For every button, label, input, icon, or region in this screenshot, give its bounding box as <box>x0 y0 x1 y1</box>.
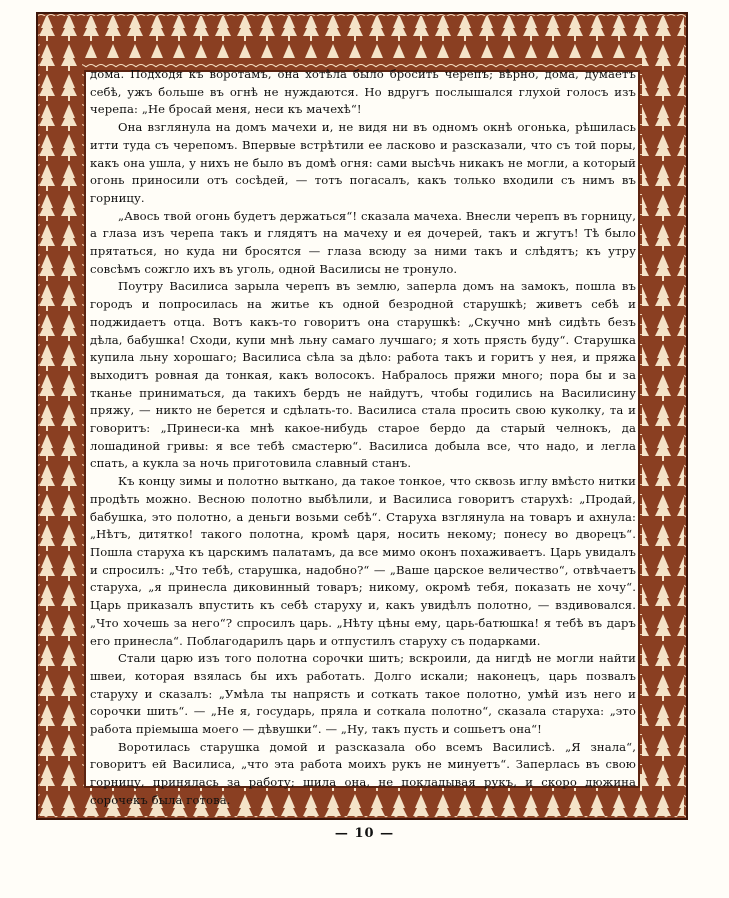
paragraph: „Авось твой огонь будетъ держаться“! сказала мачеха. Внесли черепъ въ горницу, а глаза изъ черепа такъ и глядятъ на мачеху и ея дочерей, такъ и жгутъ! Тѣ было прятаться, но куда ни бросятся — глаза всюду за ними такъ и слѣдятъ; къ утру совсѣмъ сожгло ихъ въ уголь, одной Василисы не тронуло. <box>90 208 636 276</box>
paragraph: дома. Подходя къ воротамъ, она хотѣла было бросить черепъ; вѣрно, дома, думаетъ себѣ, ужъ больше въ огнѣ не нуждаются. Но вдругъ послышался глухой голосъ изъ черепа: „Не бросай меня, неси къ мачехѣ“! <box>90 67 636 117</box>
paragraph: Поутру Василиса зарыла черепъ въ землю, заперла домъ на замокъ, пошла въ городъ и попросилась на житье къ одной безродной старушкѣ; живетъ себѣ и поджидаетъ отца. Вотъ какъ-то говоритъ она старушкѣ: „Скучно мнѣ сидѣть безъ дѣла, бабушка! Сходи, купи мнѣ льну самаго лучшаго; я хоть прясть буду“. Старушка купила льну хорошаго; Василиса сѣла за дѣло: работа такъ и горитъ у нея, и пряжа выходитъ ровная да тонкая, какъ волосокъ. Набралось пряжи много; пора бы и за тканье приниматься, да такихъ бердъ не найдутъ, чтобы годились на Василисину пряжу, — никто не берется и сдѣлать-то. Василиса стала просить свою куколку, та и говоритъ: „Принеси-ка мнѣ какое-нибудь старое бердо да старый челнокъ, да лошадиной гривы: я все тебѣ смастерю“. Василиса добыла все, что надо, и легла спать, а кукла за ночь приготовила славный станъ. <box>90 279 636 471</box>
paragraph: Стали царю изъ того полотна сорочки шить; вскроили, да нигдѣ не могли найти швеи, которая взялась бы ихъ работать. Долго искали; наконецъ, царь позвалъ старуху и сказалъ: „Умѣла ты напрясть и соткать такое полотно, умѣй изъ него и сорочки шить“. — „Не я, государь, пряла и соткала полотно“, сказала старуха: „это работа пріемыша моего — дѣвушки“. — „Ну, такъ пусть и сошьетъ она“! <box>90 651 636 737</box>
story-text <box>90 66 636 810</box>
paragraph: Къ концу зимы и полотно выткано, да такое тонкое, что сквозь иглу вмѣсто нитки продѣть можно. Весною полотно выбѣлили, и Василиса говоритъ старухѣ: „Продай, бабушка, это полотно, а деньги возьми себѣ“. Старуха взглянула на товаръ и ахнула: „Нѣтъ, дитятко! такого полотна, кромѣ царя, носить некому; понесу во дворецъ“. Пошла старуха къ царскимъ палатамъ, да все мимо оконъ похаживаетъ. Царь увидалъ и спросилъ: „Что тебѣ, старушка, надобно?“ — „Ваше царское величество“, отвѣчаетъ старуха, „я принесла диковинный товаръ; никому, окромѣ тебя, показать не хочу“. Царь приказалъ впустить къ себѣ старуху и, какъ увидѣлъ полотно, — вздивовался. „Что хочешь за него“? спросилъ царь. „Нѣту цѣны ему, царь-батюшка! я тебѣ въ даръ его принесла“. Поблагодарилъ царь и отпустилъ старуху съ подарками. <box>90 474 636 648</box>
paragraph: Воротилась старушка домой и разсказала обо всемъ Василисѣ. „Я знала“, говоритъ ей Василиса, „что эта работа моихъ рукъ не минуетъ“. Заперлась въ свою горницу, принялась за работу; шила она, не покладывая рукъ, и скоро дюжина сорочекъ была готова. <box>90 739 636 807</box>
page-number: — 10 — <box>334 826 395 841</box>
paragraph: Она взглянула на домъ мачехи и, не видя ни въ одномъ окнѣ огонька, рѣшилась итти туда съ черепомъ. Впервые встрѣтили ее ласково и разсказали, что съ той поры, какъ она ушла, у нихъ не было въ домѣ огня: сами высѣчь никакъ не могли, а который огонь приносили отъ сосѣдей, — тотъ погасалъ, какъ только входили съ нимъ въ горницу. <box>90 120 636 205</box>
